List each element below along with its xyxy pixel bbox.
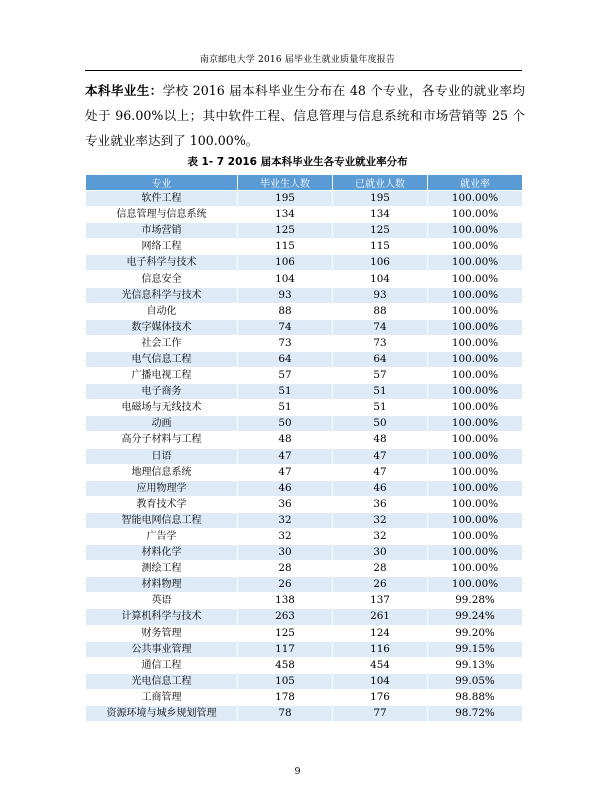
table-row <box>86 512 523 528</box>
cell-major: 公共事业管理 <box>86 641 238 657</box>
cell-employed: 104 <box>333 673 428 689</box>
cell-major: 光信息科学与技术 <box>86 287 238 303</box>
table-row <box>86 287 523 303</box>
body-paragraph <box>85 78 525 153</box>
cell-employed: 77 <box>333 706 428 722</box>
cell-major: 市场营销 <box>86 223 238 239</box>
table-caption: 表 1- 7 2016 届本科毕业生各专业就业率分布 <box>187 156 408 168</box>
header-rule <box>85 70 522 71</box>
cell-employed: 93 <box>333 287 428 303</box>
cell-major: 计算机科学与技术 <box>86 609 238 625</box>
cell-graduates: 64 <box>238 351 333 367</box>
cell-rate: 100.00% <box>428 400 523 416</box>
cell-graduates: 93 <box>238 287 333 303</box>
cell-major: 教育技术学 <box>86 496 238 512</box>
table-row <box>86 706 523 722</box>
cell-rate: 100.00% <box>428 528 523 544</box>
cell-employed: 115 <box>333 239 428 255</box>
table-row <box>86 673 523 689</box>
cell-employed: 50 <box>333 416 428 432</box>
cell-major: 电子科学与技术 <box>86 255 238 271</box>
cell-rate: 100.00% <box>428 368 523 384</box>
cell-employed: 28 <box>333 561 428 577</box>
cell-rate: 99.24% <box>428 609 523 625</box>
cell-rate: 100.00% <box>428 577 523 593</box>
cell-employed: 74 <box>333 319 428 335</box>
cell-graduates: 104 <box>238 271 333 287</box>
table-row <box>86 223 523 239</box>
table-row <box>86 641 523 657</box>
cell-rate: 100.00% <box>428 335 523 351</box>
cell-major: 动画 <box>86 416 238 432</box>
table-row <box>86 239 523 255</box>
table-row <box>86 303 523 319</box>
cell-major: 信息安全 <box>86 271 238 287</box>
cell-employed: 116 <box>333 641 428 657</box>
cell-rate: 100.00% <box>428 287 523 303</box>
cell-graduates: 105 <box>238 673 333 689</box>
cell-employed: 176 <box>333 689 428 705</box>
table-row <box>86 657 523 673</box>
table-row <box>86 384 523 400</box>
cell-employed: 134 <box>333 207 428 223</box>
table-row <box>86 625 523 641</box>
cell-graduates: 195 <box>238 191 333 207</box>
cell-rate: 100.00% <box>428 384 523 400</box>
cell-employed: 195 <box>333 191 428 207</box>
cell-rate: 100.00% <box>428 545 523 561</box>
cell-rate: 100.00% <box>428 207 523 223</box>
cell-graduates: 125 <box>238 625 333 641</box>
cell-rate: 100.00% <box>428 351 523 367</box>
cell-employed: 106 <box>333 255 428 271</box>
table-row <box>86 545 523 561</box>
table-row <box>86 448 523 464</box>
cell-major: 广告学 <box>86 528 238 544</box>
cell-graduates: 51 <box>238 400 333 416</box>
cell-rate: 99.05% <box>428 673 523 689</box>
cell-major: 通信工程 <box>86 657 238 673</box>
cell-rate: 100.00% <box>428 271 523 287</box>
cell-major: 英语 <box>86 593 238 609</box>
cell-employed: 454 <box>333 657 428 673</box>
table-row <box>86 351 523 367</box>
cell-major: 材料化学 <box>86 545 238 561</box>
table-row <box>86 496 523 512</box>
cell-major: 日语 <box>86 448 238 464</box>
cell-employed: 124 <box>333 625 428 641</box>
cell-rate: 99.28% <box>428 593 523 609</box>
cell-employed: 88 <box>333 303 428 319</box>
table-row <box>86 191 523 207</box>
table-row <box>86 609 523 625</box>
cell-graduates: 125 <box>238 223 333 239</box>
cell-major: 电子商务 <box>86 384 238 400</box>
cell-employed: 36 <box>333 496 428 512</box>
table-body <box>86 191 523 722</box>
table-row <box>86 432 523 448</box>
cell-employed: 57 <box>333 368 428 384</box>
cell-major: 信息管理与信息系统 <box>86 207 238 223</box>
table-row <box>86 416 523 432</box>
cell-graduates: 138 <box>238 593 333 609</box>
cell-employed: 137 <box>333 593 428 609</box>
header-graduates: 毕业生人数 <box>238 175 333 191</box>
cell-graduates: 263 <box>238 609 333 625</box>
cell-graduates: 48 <box>238 432 333 448</box>
cell-rate: 99.15% <box>428 641 523 657</box>
cell-graduates: 47 <box>238 464 333 480</box>
cell-major: 高分子材料与工程 <box>86 432 238 448</box>
cell-employed: 73 <box>333 335 428 351</box>
cell-employed: 46 <box>333 480 428 496</box>
cell-employed: 47 <box>333 464 428 480</box>
cell-rate: 100.00% <box>428 255 523 271</box>
cell-employed: 125 <box>333 223 428 239</box>
cell-graduates: 30 <box>238 545 333 561</box>
page-number: 9 <box>294 766 301 777</box>
cell-employed: 47 <box>333 448 428 464</box>
paragraph-lead: 本科毕业生： <box>85 83 163 98</box>
cell-graduates: 47 <box>238 448 333 464</box>
cell-employed: 51 <box>333 384 428 400</box>
cell-graduates: 74 <box>238 319 333 335</box>
header-major: 专业 <box>86 175 238 191</box>
cell-graduates: 88 <box>238 303 333 319</box>
table-row <box>86 255 523 271</box>
cell-graduates: 134 <box>238 207 333 223</box>
table-row <box>86 464 523 480</box>
cell-graduates: 178 <box>238 689 333 705</box>
cell-rate: 100.00% <box>428 561 523 577</box>
cell-rate: 100.00% <box>428 448 523 464</box>
table-row <box>86 400 523 416</box>
table-row <box>86 368 523 384</box>
table-row <box>86 207 523 223</box>
cell-major: 财务管理 <box>86 625 238 641</box>
cell-employed: 30 <box>333 545 428 561</box>
cell-graduates: 117 <box>238 641 333 657</box>
cell-graduates: 73 <box>238 335 333 351</box>
employment-rate-table <box>85 174 523 722</box>
table-header-row <box>86 175 523 191</box>
cell-employed: 32 <box>333 512 428 528</box>
cell-rate: 100.00% <box>428 432 523 448</box>
cell-major: 电气信息工程 <box>86 351 238 367</box>
cell-graduates: 115 <box>238 239 333 255</box>
cell-graduates: 32 <box>238 512 333 528</box>
cell-employed: 26 <box>333 577 428 593</box>
cell-major: 网络工程 <box>86 239 238 255</box>
cell-major: 电磁场与无线技术 <box>86 400 238 416</box>
cell-rate: 99.13% <box>428 657 523 673</box>
cell-rate: 99.20% <box>428 625 523 641</box>
header-rate: 就业率 <box>428 175 523 191</box>
cell-graduates: 32 <box>238 528 333 544</box>
cell-rate: 100.00% <box>428 416 523 432</box>
cell-employed: 51 <box>333 400 428 416</box>
table-row <box>86 319 523 335</box>
cell-major: 资源环境与城乡规划管理 <box>86 706 238 722</box>
cell-major: 测绘工程 <box>86 561 238 577</box>
cell-major: 地理信息系统 <box>86 464 238 480</box>
cell-major: 自动化 <box>86 303 238 319</box>
cell-rate: 100.00% <box>428 480 523 496</box>
table-row <box>86 593 523 609</box>
cell-employed: 32 <box>333 528 428 544</box>
cell-rate: 100.00% <box>428 191 523 207</box>
paragraph-text: 学校 2016 届本科毕业生分布在 48 个专业，各专业的就业率均处于 96.00%以上；其中软件工程、信息管理与信息系统和市场营销等 25 个专业就业率达到了 100.00%。 <box>85 83 526 148</box>
cell-major: 材料物理 <box>86 577 238 593</box>
cell-major: 软件工程 <box>86 191 238 207</box>
cell-rate: 98.72% <box>428 706 523 722</box>
cell-major: 智能电网信息工程 <box>86 512 238 528</box>
cell-graduates: 78 <box>238 706 333 722</box>
table-row <box>86 528 523 544</box>
table-row <box>86 561 523 577</box>
table-row <box>86 480 523 496</box>
cell-employed: 261 <box>333 609 428 625</box>
cell-graduates: 46 <box>238 480 333 496</box>
table-row <box>86 689 523 705</box>
cell-graduates: 36 <box>238 496 333 512</box>
header-employed: 已就业人数 <box>333 175 428 191</box>
cell-major: 应用物理学 <box>86 480 238 496</box>
cell-employed: 48 <box>333 432 428 448</box>
cell-rate: 100.00% <box>428 303 523 319</box>
cell-employed: 64 <box>333 351 428 367</box>
cell-graduates: 26 <box>238 577 333 593</box>
table-row <box>86 577 523 593</box>
table-row <box>86 271 523 287</box>
cell-major: 光电信息工程 <box>86 673 238 689</box>
cell-rate: 100.00% <box>428 319 523 335</box>
cell-graduates: 57 <box>238 368 333 384</box>
cell-rate: 100.00% <box>428 239 523 255</box>
cell-rate: 100.00% <box>428 512 523 528</box>
cell-rate: 100.00% <box>428 464 523 480</box>
cell-graduates: 51 <box>238 384 333 400</box>
cell-major: 数字媒体技术 <box>86 319 238 335</box>
cell-major: 广播电视工程 <box>86 368 238 384</box>
table-row <box>86 335 523 351</box>
cell-graduates: 106 <box>238 255 333 271</box>
cell-major: 工商管理 <box>86 689 238 705</box>
cell-major: 社会工作 <box>86 335 238 351</box>
cell-rate: 100.00% <box>428 496 523 512</box>
running-header: 南京邮电大学 2016 届毕业生就业质量年度报告 <box>199 55 396 65</box>
cell-rate: 98.88% <box>428 689 523 705</box>
cell-graduates: 50 <box>238 416 333 432</box>
cell-graduates: 458 <box>238 657 333 673</box>
cell-rate: 100.00% <box>428 223 523 239</box>
cell-graduates: 28 <box>238 561 333 577</box>
cell-employed: 104 <box>333 271 428 287</box>
